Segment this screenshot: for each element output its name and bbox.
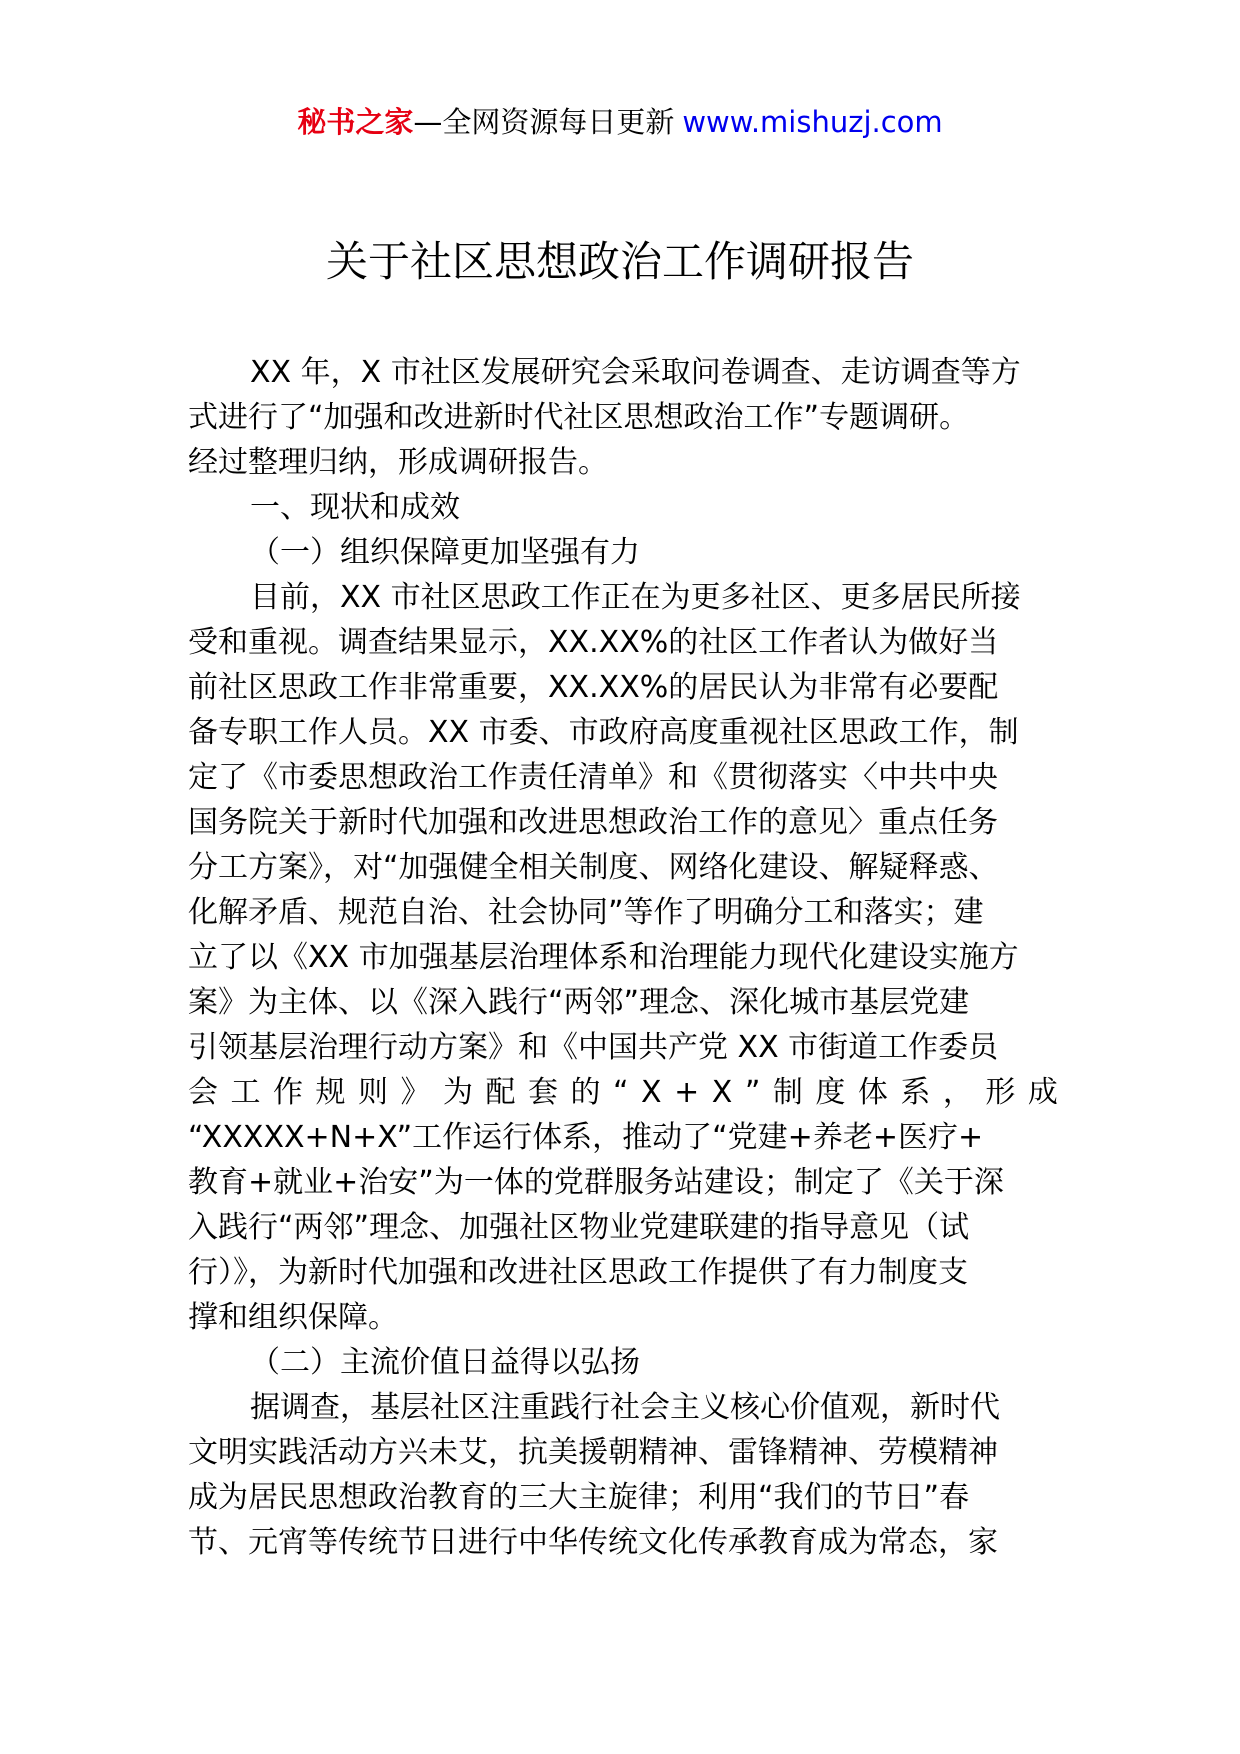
justified-char: 规 xyxy=(315,1075,346,1110)
site-url-link[interactable]: www.mishuzj.com xyxy=(682,105,943,139)
justified-char: 》 xyxy=(400,1075,431,1110)
paragraph-line: 立了以《XX 市加强基层治理体系和治理能力现代化建设实施方 xyxy=(188,940,1019,975)
brand-name: 秘书之家 xyxy=(297,105,414,139)
justified-char: 成 xyxy=(1027,1075,1058,1110)
paragraph-line: 化解矛盾、规范自治、社会协同”等作了明确分工和落实；建 xyxy=(188,895,984,930)
paragraph-line: 受和重视。调查结果显示，XX.XX%的社区工作者认为做好当 xyxy=(188,625,999,660)
paragraph-line-justified xyxy=(188,1070,1058,1115)
justified-char: 形 xyxy=(985,1075,1016,1110)
paragraph-line: 据调查，基层社区注重践行社会主义核心价值观，新时代 xyxy=(250,1390,1000,1425)
paragraph-line: 入践行“两邻”理念、加强社区物业党建联建的指导意见（试 xyxy=(188,1210,970,1245)
section-heading: 一、现状和成效 xyxy=(250,490,460,525)
justified-char: + xyxy=(674,1075,700,1110)
justified-char: 套 xyxy=(528,1075,558,1110)
paragraph-line: 前社区思政工作非常重要，XX.XX%的居民认为非常有必要配 xyxy=(188,670,999,705)
paragraph-line: 目前，XX 市社区思政工作正在为更多社区、更多居民所接 xyxy=(250,580,1021,615)
justified-char: X xyxy=(711,1075,733,1110)
justified-char: ， xyxy=(942,1075,973,1110)
justified-char: 体 xyxy=(857,1075,888,1110)
justified-char: 会 xyxy=(188,1075,218,1110)
justified-char: 为 xyxy=(443,1075,473,1110)
justified-char: 度 xyxy=(815,1075,846,1110)
document-body xyxy=(188,350,1058,1565)
justified-char: 配 xyxy=(485,1075,516,1110)
paragraph-line: 经过整理归纳，形成调研报告。 xyxy=(188,445,608,480)
paragraph-line: 式进行了“加强和改进新时代社区思想政治工作”专题调研。 xyxy=(188,400,970,435)
paragraph-line: 案》为主体、以《深入践行“两邻”理念、深化城市基层党建 xyxy=(188,985,970,1020)
justified-char: 工 xyxy=(230,1075,261,1110)
paragraph-line: 成为居民思想政治教育的三大主旋律；利用“我们的节日”春 xyxy=(188,1480,970,1515)
justified-char: 系 xyxy=(900,1075,931,1110)
paragraph-line: “XXXXX+N+X”工作运行体系，推动了“党建+养老+医疗+ xyxy=(188,1120,984,1155)
paragraph-line: 教育+就业+治安”为一体的党群服务站建设；制定了《关于深 xyxy=(188,1165,1004,1200)
paragraph-line: 国务院关于新时代加强和改进思想政治工作的意见〉重点任务 xyxy=(188,805,998,840)
site-header xyxy=(0,100,1240,144)
paragraph-line: 定了《市委思想政治工作责任清单》和《贯彻落实〈中共中央 xyxy=(188,760,998,795)
subsection-heading: （一）组织保障更加坚强有力 xyxy=(250,535,640,570)
paragraph-line: XX 年，X 市社区发展研究会采取问卷调查、走访调查等方 xyxy=(250,355,1021,390)
paragraph-line: 文明实践活动方兴未艾，抗美援朝精神、雷锋精神、劳模精神 xyxy=(188,1435,998,1470)
justified-char: ” xyxy=(744,1075,761,1110)
justified-char: “ xyxy=(613,1075,629,1110)
paragraph-line: 分工方案》，对“加强健全相关制度、网络化建设、解疑释惑、 xyxy=(188,850,999,885)
paragraph-line: 节、元宵等传统节日进行中华传统文化传承教育成为常态，家 xyxy=(188,1525,998,1560)
paragraph-line: 备专职工作人员。XX 市委、市政府高度重视社区思政工作，制 xyxy=(188,715,1019,750)
justified-char: 则 xyxy=(358,1075,388,1110)
paragraph-line: 撑和组织保障。 xyxy=(188,1300,398,1335)
header-tagline: —全网资源每日更新 xyxy=(413,105,675,139)
justified-char: X xyxy=(641,1075,662,1110)
subsection-heading: （二）主流价值日益得以弘扬 xyxy=(250,1345,640,1380)
paragraph-line: 引领基层治理行动方案》和《中国共产党 XX 市街道工作委员 xyxy=(188,1030,999,1065)
document-title: 关于社区思想政治工作调研报告 xyxy=(325,237,914,286)
justified-char: 作 xyxy=(273,1075,303,1110)
justified-char: 制 xyxy=(772,1075,803,1110)
paragraph-line: 行）》，为新时代加强和改进社区思政工作提供了有力制度支 xyxy=(188,1255,968,1290)
justified-char: 的 xyxy=(570,1075,601,1110)
